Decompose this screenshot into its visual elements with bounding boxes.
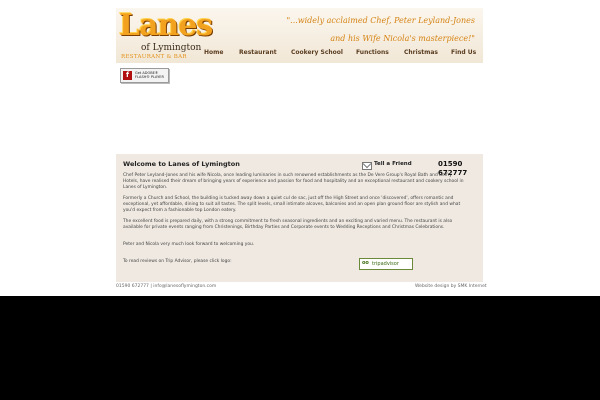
nav-cookery-school[interactable]: Cookery School (291, 49, 343, 56)
black-background-band (0, 296, 600, 400)
flash-line2: FLASH® PLAYER (135, 75, 164, 79)
welcome-paragraph: Peter and Nicola very much look forward to welcoming you. (123, 242, 255, 247)
tripadvisor-logo-text: tripadvisor (372, 261, 399, 267)
nav-christmas[interactable]: Christmas (404, 49, 439, 56)
nav-functions[interactable]: Functions (356, 49, 389, 56)
footer-contact[interactable]: 01590 672777 | info@lanesoflymington.com (116, 284, 217, 289)
tagline-line2: and his Wife Nicola's masterpiece!" (330, 34, 475, 43)
flash-line1: Get ADOBE® (135, 71, 159, 75)
site-header (116, 8, 483, 63)
logo-sub-text: of Lymington (141, 43, 202, 53)
envelope-icon (362, 162, 372, 170)
tripadvisor-owl-icon: oo (362, 260, 369, 266)
flash-icon: f (123, 71, 132, 80)
tripadvisor-logo-button[interactable] (359, 258, 413, 270)
food-paragraph: The excellent food is prepared daily, with a strong commitment to fresh seasonal ingredients and an exciting and varied menu. The restaurant is also available for private events ranging from Christenings, Birthday Parties and Corporate events to Wedding Receptions and Christmas Celebrations. (123, 219, 453, 230)
tripadvisor-prompt: To read reviews on Trip Advisor, please click logo: (123, 259, 232, 264)
footer-credit[interactable]: Website design by SMK Internet (415, 284, 487, 289)
nav-home[interactable]: Home (204, 49, 224, 56)
tell-a-friend-label: Tell a Friend (374, 161, 412, 167)
main-nav (204, 49, 479, 61)
logo-sub2-text: RESTAURANT & BAR (121, 54, 187, 60)
intro-paragraph: Chef Peter Leyland-Jones and his wife Nicola, once leading luminaries in such renowned establishments as the De Vere Group's Royal Bath and Belfry Hotels, have realised their dream of bringing years of experience and passion for food and hospitality and an exceptional restaurant and cookery school in Lanes of Lymington. (123, 173, 464, 190)
nav-restaurant[interactable]: Restaurant (239, 49, 277, 56)
nav-find-us[interactable]: Find Us (451, 49, 477, 56)
building-paragraph: Formerly a Church and School, the building is tucked away down a quiet cul de sac, just off the High Street and once 'discovered', offers romantic and exceptional, yet affordable, dining to suit all tastes. The split levels, small intimate alcoves, balconies and an open plan ground floor are stylish and what you'd expect from a fashionable top London eatery. (123, 196, 461, 213)
get-flash-player-button[interactable] (120, 68, 169, 83)
welcome-panel (116, 154, 483, 282)
tagline-line1: "...widely acclaimed Chef, Peter Leyland-Jones (286, 16, 475, 25)
phone-number: 01590 672777 (438, 160, 468, 177)
welcome-title: Welcome to Lanes of Lymington (123, 160, 240, 168)
logo-main-text: Lanes (119, 8, 213, 43)
